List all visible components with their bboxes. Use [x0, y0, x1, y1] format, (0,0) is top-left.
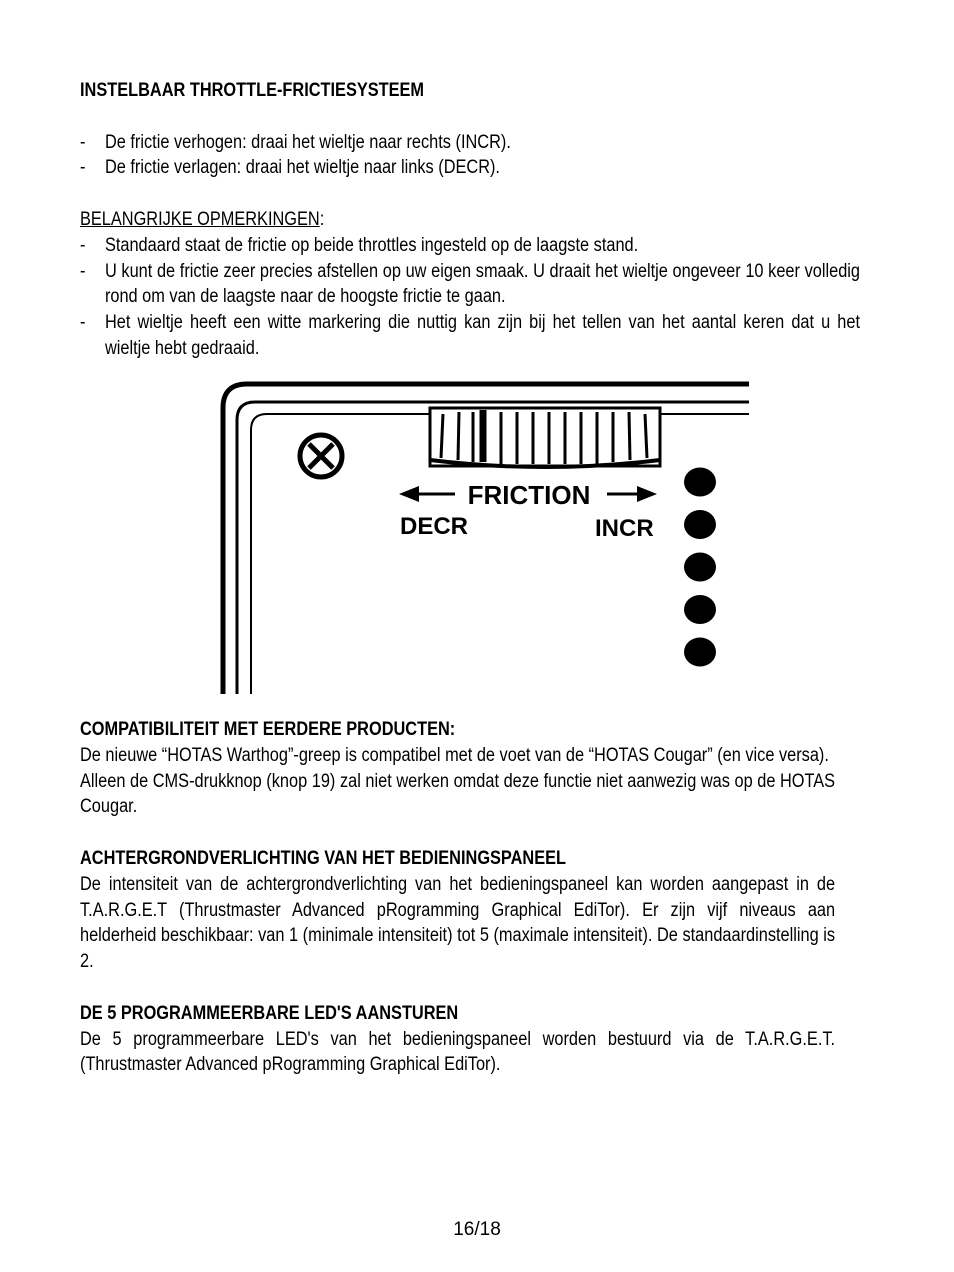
list-item: - U kunt de frictie zeer precies afstellen op uw eigen smaak. U draait het wieltje ongeveer 10 keer volledig rond om van de laagste naar de hoogste frictie te gaan. — [80, 260, 861, 308]
friction-wheel-icon — [430, 408, 660, 467]
incr-label: INCR — [595, 515, 654, 542]
list-item: - Het wieltje heeft een witte markering die nuttig kan zijn bij het tellen van het aantal keren dat u het wieltje hebt gedraaid. — [80, 312, 861, 359]
page-content-lower — [80, 717, 835, 1078]
incr-arrow-icon — [607, 486, 657, 502]
section-heading-backlight: ACHTERGRONDVERLICHTING VAN HET BEDIENINGSPANEEL — [80, 847, 566, 869]
list-item-text: U kunt de frictie zeer precies afstellen op uw eigen smaak. U draait het wieltje ongeveer 10 keer volledig rond om van de laagste naar de hoogste frictie te gaan. — [104, 260, 861, 308]
screw-icon — [300, 435, 342, 477]
notes-title-text: BELANGRIJKE OPMERKINGEN — [80, 208, 320, 230]
list-item: - De frictie verhogen: draai het wieltje naar rechts (INCR). — [80, 131, 511, 153]
led-indicator — [684, 468, 716, 497]
throttle-friction-illustration — [215, 378, 755, 696]
paragraph: De 5 programmeerbare LED's van het bedieningspaneel worden bestuurd via de T.A.R.G.E.T. (Thrustmaster Advanced pRogramming Graphical EdiTor). — [80, 1028, 836, 1076]
list-item: - De frictie verlagen: draai het wieltje naar links (DECR). — [80, 157, 500, 179]
section-heading-compatibility: COMPATIBILITEIT MET EERDERE PRODUCTEN: — [80, 719, 456, 740]
paragraph: De nieuwe “HOTAS Warthog”-greep is compatibel met de voet van de “HOTAS Cougar” (en vice versa). — [80, 744, 829, 766]
decr-arrow-icon — [399, 486, 455, 502]
paragraph: De intensiteit van de achtergrondverlichting van het bedieningspaneel kan worden aangepast in de T.A.R.G.E.T (Thrustmaster Advanced pRogramming Graphical EdiTor). Er zijn vijf niveaus aan helderheid beschikbaar: van 1 (minimale intensiteit) tot 5 (maximale intensiteit). De standaardinstelling is 2. — [80, 873, 836, 973]
notes-title-colon: : — [319, 208, 325, 230]
friction-label: FRICTION — [467, 480, 591, 510]
led-indicator — [684, 553, 716, 582]
list-item-text: Het wieltje heeft een witte markering die nuttig kan zijn bij het tellen van het aantal keren dat u het wieltje hebt gedraaid. — [104, 312, 861, 359]
list-item-text: De frictie verlagen: draai het wieltje naar links (DECR). — [104, 157, 500, 179]
led-indicator — [684, 638, 716, 667]
list-item-text: Standaard staat de frictie op beide throttles ingesteld op de laagste stand. — [104, 234, 639, 256]
section-heading-leds: DE 5 PROGRAMMEERBARE LED'S AANSTUREN — [80, 1002, 459, 1024]
section-heading-friction: INSTELBAAR THROTTLE-FRICTIESYSTEEM — [80, 80, 425, 101]
notes-title — [80, 207, 835, 233]
led-indicator — [684, 595, 716, 624]
page-number: 16/18 — [453, 1219, 501, 1240]
paragraph: Alleen de CMS-drukknop (knop 19) zal niet werken omdat deze functie niet aanwezig was op de HOTAS Cougar. — [80, 770, 836, 818]
list-item-text: De frictie verhogen: draai het wieltje naar rechts (INCR). — [104, 131, 511, 153]
led-indicator — [684, 510, 716, 539]
decr-label: DECR — [400, 513, 469, 540]
list-item: - Standaard staat de frictie op beide throttles ingesteld op de laagste stand. — [80, 234, 639, 256]
page-content — [80, 78, 861, 362]
